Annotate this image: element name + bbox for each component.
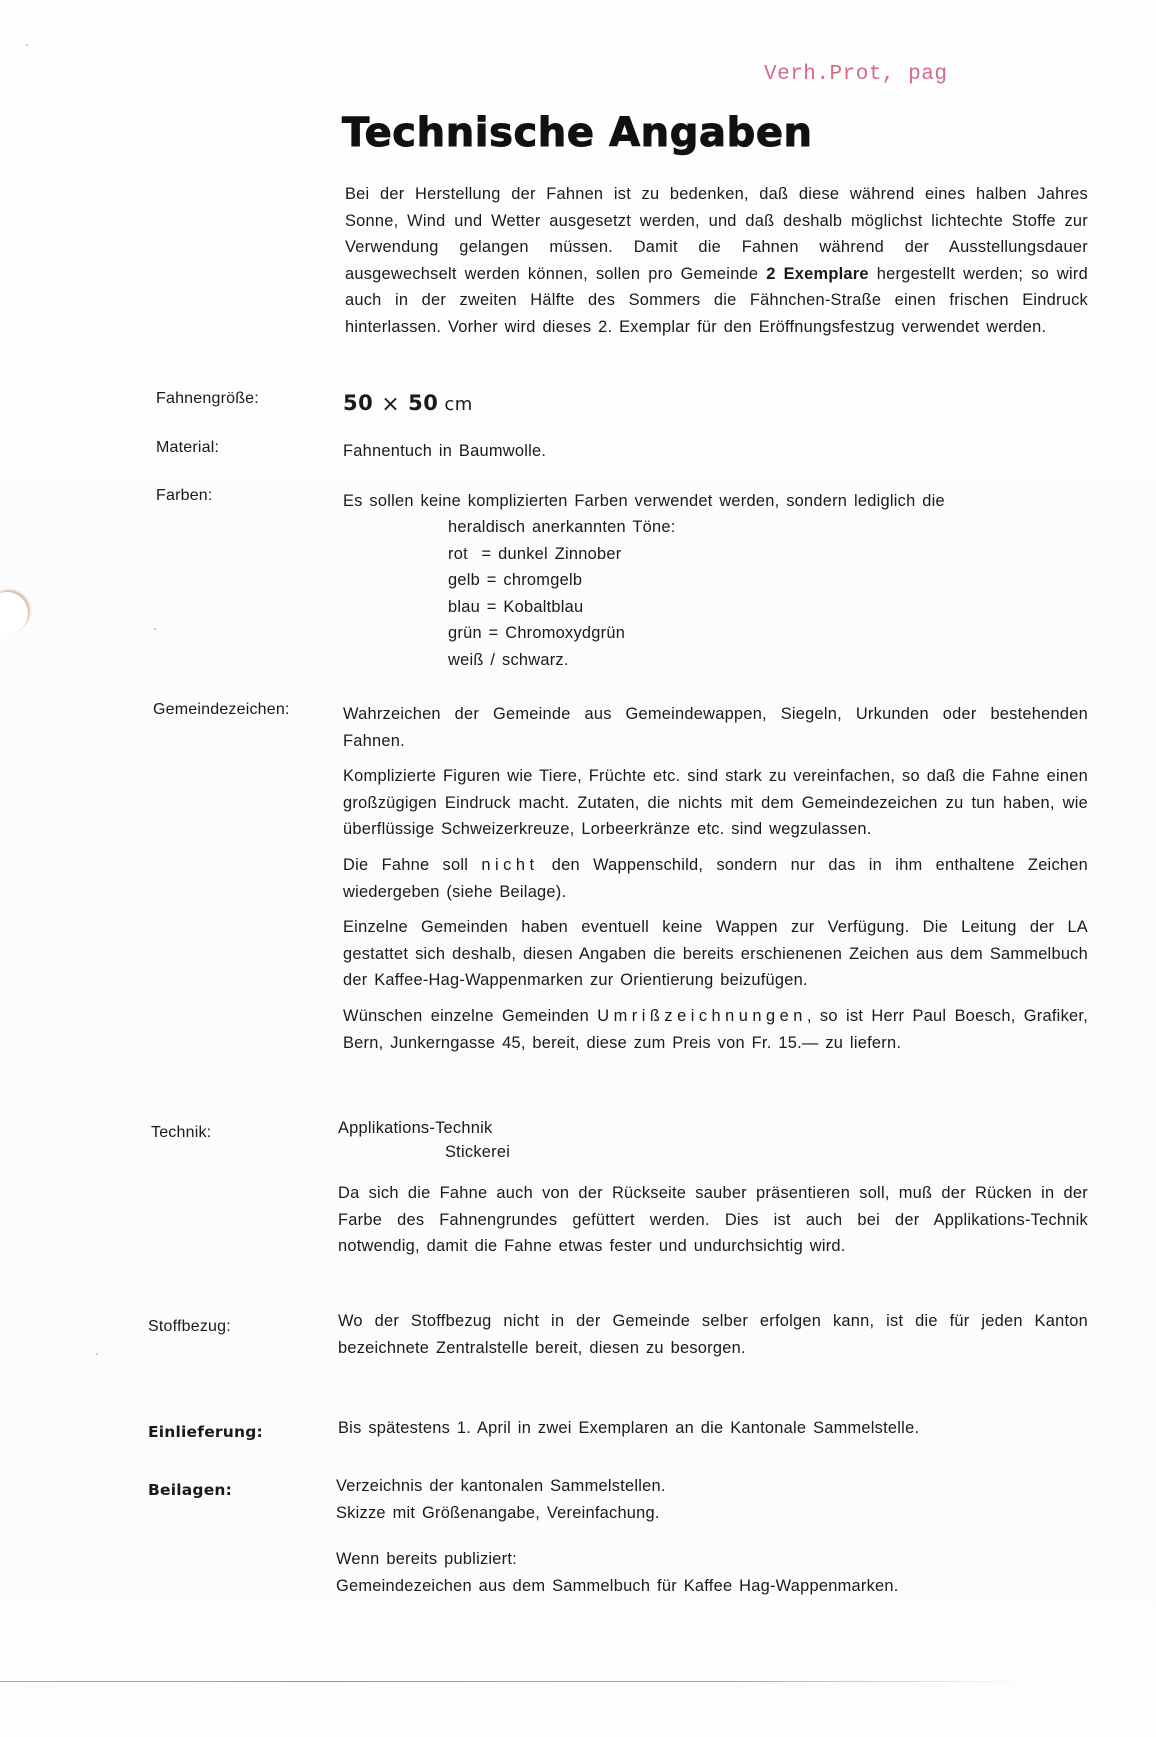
delivery-text: Bis spätestens 1. April in zwei Exemplaren an die Kantonale Sammelstelle. bbox=[338, 1419, 920, 1437]
technique-option-applique: Applikations-Technik bbox=[338, 1119, 493, 1137]
emphasis-umrisszeichnungen: Umrißzeichnungen bbox=[597, 1006, 807, 1025]
color-item-green: grün = Chromoxydgrün bbox=[448, 624, 626, 643]
times-sign: × bbox=[381, 392, 401, 417]
technique-options bbox=[338, 1116, 510, 1164]
punch-hole bbox=[0, 592, 28, 634]
label-technique: Technik: bbox=[151, 1124, 212, 1141]
color-item-blue: blau = Kobaltblau bbox=[448, 597, 584, 616]
attachment-item: Verzeichnis der kantonalen Sammelstellen. bbox=[336, 1477, 666, 1495]
label-emblem: Gemeindezeichen: bbox=[153, 701, 290, 718]
emblem-section bbox=[343, 701, 1088, 1065]
attachments-published bbox=[336, 1546, 899, 1599]
emblem-p3-text-end: den Wappenschild, sondern nur das in ihm enthaltene Zeichen wiedergeben (siehe Beilage). bbox=[343, 855, 1088, 901]
colors-list bbox=[448, 514, 1048, 674]
emblem-paragraph-2: Komplizierte Figuren wie Tiere, Früchte etc. sind stark zu vereinfachen, so daß die Fahne einen großzügigen Eindruck macht. Zutaten, die nichts mit dem Gemeindezeichen zu tun haben, wie überflüssige Schweizerkreuze, Lorbeerkränze etc. sind wegzulassen. bbox=[343, 767, 1088, 839]
color-item-white-black: weiß / schwarz. bbox=[448, 650, 569, 669]
emblem-paragraph-1: Wahrzeichen der Gemeinde aus Gemeindewappen, Siegeln, Urkunden oder bestehenden Fahnen. bbox=[343, 705, 1088, 750]
label-material: Material: bbox=[156, 439, 220, 456]
attachments-list bbox=[336, 1473, 666, 1526]
flag-width: 50 bbox=[343, 391, 374, 415]
intro-text-end: hergestellt werden; so wird auch in der zweiten Hälfte des Sommers die Fähnchen-Straße einen frischen Eindruck hinterlassen. Vorher wird dieses 2. Exemplar für den Eröffnungsfestzug verwendet werden. bbox=[345, 264, 1088, 336]
colors-intro-line2: heraldisch anerkannten Töne: bbox=[448, 518, 676, 536]
emblem-p3-text: Die Fahne soll bbox=[343, 855, 482, 874]
emblem-paragraph-4: Einzelne Gemeinden haben eventuell keine Wappen zur Verfügung. Die Leitung der LA gestattet sich deshalb, diesen Angaben die bereits erschienenen Zeichen aus dem Sammelbuch der Kaffee-Hag-Wappenmarken zur Orientierung beizufügen. bbox=[343, 918, 1088, 990]
paper-speck bbox=[26, 44, 28, 46]
flag-size-unit: cm bbox=[444, 394, 473, 415]
attachment-item: Skizze mit Größenangabe, Vereinfachung. bbox=[336, 1503, 660, 1522]
fabric-text: Wo der Stoffbezug nicht in der Gemeinde selber erfolgen kann, ist die für jeden Kanton bezeichnete Zentralstelle bereit, diesen zu besorgen. bbox=[338, 1312, 1088, 1357]
label-delivery: Einlieferung: bbox=[148, 1423, 263, 1441]
scan-artifact-line bbox=[0, 1681, 1030, 1682]
protocol-stamp: Verh.Prot, pag bbox=[764, 63, 948, 86]
technique-text: Da sich die Fahne auch von der Rückseite sauber präsentieren soll, muß der Rücken in der Farbe des Fahnengrundes gefüttert werden. Dies ist auch bei der Applikations-Technik notwendig, damit die Fahne etwas fester und undurchsichtig wird. bbox=[338, 1184, 1088, 1256]
technique-option-embroidery: Stickerei bbox=[445, 1143, 511, 1161]
intro-paragraph bbox=[345, 181, 1088, 341]
color-item-red: rot = dunkel Zinnober bbox=[448, 544, 622, 563]
material-value: Fahnentuch in Baumwolle. bbox=[343, 442, 547, 460]
flag-size-value bbox=[343, 390, 473, 419]
intro-text: Bei der Herstellung der Fahnen ist zu bedenken, daß diese während eines halben Jahres Sonne, Wind und Wetter ausgesetzt werden, und daß deshalb möglichst lichtechte Stoffe zur Verwendung gelangen müssen. Damit die Fahnen während der Ausstellungsdauer ausgewechselt werden können, sollen pro Gemeinde bbox=[345, 185, 1088, 283]
colors-intro-line1: Es sollen keine komplizierten Farben verwendet werden, sondern lediglich die bbox=[343, 492, 945, 510]
label-flag-size: Fahnengröße: bbox=[156, 390, 259, 407]
color-item-yellow: gelb = chromgelb bbox=[448, 571, 583, 590]
label-fabric: Stoffbezug: bbox=[148, 1318, 231, 1335]
label-attachments: Beilagen: bbox=[148, 1481, 233, 1499]
paper-speck bbox=[96, 1353, 98, 1355]
published-heading: Wenn bereits publiziert: bbox=[336, 1550, 517, 1568]
emblem-p5-text-end: , so ist Herr Paul Boesch, Grafiker, Bern, Junkerngasse 45, bereit, diese zum Preis von Fr. 15.— zu liefern. bbox=[343, 1006, 1088, 1052]
label-colors: Farben: bbox=[156, 487, 213, 504]
published-item: Gemeindezeichen aus dem Sammelbuch für Kaffee Hag-Wappenmarken. bbox=[336, 1576, 899, 1595]
intro-emphasis: 2 Exemplare bbox=[766, 264, 869, 283]
emblem-p5-text: Wünschen einzelne Gemeinden bbox=[343, 1006, 598, 1025]
document-title: Technische Angaben bbox=[342, 110, 813, 156]
emblem-paragraph-5 bbox=[343, 1003, 1088, 1056]
emphasis-nicht: nicht bbox=[481, 855, 539, 874]
flag-height: 50 bbox=[408, 391, 439, 415]
paper-speck bbox=[154, 628, 156, 630]
emblem-paragraph-3 bbox=[343, 852, 1088, 905]
